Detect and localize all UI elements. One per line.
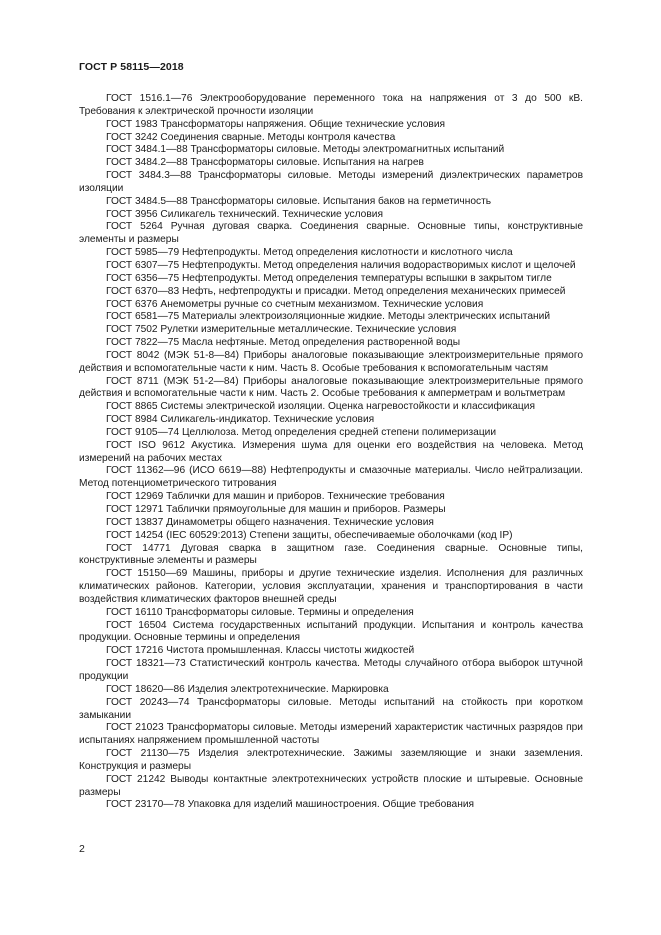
reference-item: ГОСТ 7822—75 Масла нефтяные. Метод определения растворенной воды bbox=[106, 337, 461, 349]
reference-item: ГОСТ 23170—78 Упаковка для изделий машиностроения. Общие требования bbox=[106, 799, 475, 811]
reference-item: ГОСТ 15150—69 Машины, приборы и другие технические изделия. Исполнения для различных климатических районов. Категории, условия эксплуатации, хранения и транспортирования в части воздействия климатических факторов внешней среды bbox=[79, 568, 583, 605]
reference-item: ГОСТ 1516.1—76 Электрооборудование переменного тока на напряжения от 3 до 500 кВ. Требования к электрической прочности изоляции bbox=[79, 93, 583, 117]
reference-item: ГОСТ 11362—96 (ИСО 6619—88) Нефтепродукты и смазочные материалы. Число нейтрализации. Метод потенциометрического титрования bbox=[79, 465, 583, 490]
reference-item: ГОСТ 6356—75 Нефтепродукты. Метод определения температуры вспышки в закрытом тигле bbox=[106, 272, 552, 284]
reference-item: ГОСТ 3484.1—88 Трансформаторы силовые. Методы электромагнитных испытаний bbox=[106, 144, 505, 156]
reference-item: ГОСТ 3956 Силикагель технический. Технические условия bbox=[106, 208, 383, 220]
reference-item: ГОСТ 12971 Таблички прямоугольные для машин и приборов. Размеры bbox=[106, 504, 446, 515]
reference-item: ГОСТ 3484.2—88 Трансформаторы силовые. Испытания на нагрев bbox=[106, 157, 424, 169]
reference-item: ГОСТ 9105—74 Целлюлоза. Метод определения средней степени полимеризации bbox=[106, 426, 497, 438]
reference-item: ГОСТ 6307—75 Нефтепродукты. Метод определения наличия водорастворимых кислот и щелочей bbox=[106, 259, 576, 271]
reference-item: ГОСТ 16504 Система государственных испытаний продукции. Испытания и контроль качества продукции. Основные термины и определения bbox=[79, 619, 583, 644]
reference-item: ГОСТ 1983 Трансформаторы напряжения. Общие технические условия bbox=[106, 118, 446, 130]
reference-item: ГОСТ 21242 Выводы контактные электротехнических устройств плоские и штыревые. Основные размеры bbox=[79, 773, 583, 798]
reference-item: ГОСТ 6376 Анемометры ручные со счетным механизмом. Технические условия bbox=[106, 298, 484, 310]
reference-item: ГОСТ 5264 Ручная дуговая сварка. Соединения сварные. Основные типы, конструктивные элементы и размеры bbox=[79, 221, 583, 246]
reference-item: ГОСТ 3484.5—88 Трансформаторы силовые. Испытания баков на герметичность bbox=[106, 195, 492, 207]
reference-item: ГОСТ 6370—83 Нефть, нефтепродукты и присадки. Метод определения механических примесей bbox=[106, 285, 566, 297]
reference-item: ГОСТ 7502 Рулетки измерительные металлические. Технические условия bbox=[106, 324, 457, 336]
reference-item: ГОСТ 8711 (МЭК 51-2—84) Приборы аналоговые показывающие электроизмерительные прямого действия и вспомогательные части к ним. Часть 2. Особые требования к амперметрам и вольтметрам bbox=[79, 375, 583, 400]
reference-item: ГОСТ 3484.3—88 Трансформаторы силовые. Методы измерений диэлектрических параметров изоляции bbox=[79, 170, 583, 194]
reference-item: ГОСТ 16110 Трансформаторы силовые. Термины и определения bbox=[106, 606, 414, 618]
reference-item: ГОСТ 14771 Дуговая сварка в защитном газе. Соединения сварные. Основные типы, конструктивные элементы и размеры bbox=[79, 542, 583, 567]
reference-item: ГОСТ 18321—73 Статистический контроль качества. Методы случайного отбора выборок штучной продукции bbox=[79, 658, 583, 682]
reference-item: ГОСТ ISO 9612 Акустика. Измерения шума для оценки его воздействия на человека. Метод измерений на рабочих местах bbox=[79, 439, 583, 464]
reference-item: ГОСТ 6581—75 Материалы электроизоляционные жидкие. Методы электрических испытаний bbox=[106, 311, 551, 323]
document-code-header: ГОСТ Р 58115—2018 bbox=[79, 61, 184, 73]
reference-item: ГОСТ 5985—79 Нефтепродукты. Метод определения кислотности и кислотного числа bbox=[106, 247, 513, 259]
reference-item: ГОСТ 20243—74 Трансформаторы силовые. Методы испытаний на стойкость при коротком замыкании bbox=[79, 696, 583, 721]
normative-references-list bbox=[79, 93, 583, 812]
reference-item: ГОСТ 13837 Динамометры общего назначения. Технические условия bbox=[106, 516, 434, 528]
page-number: 2 bbox=[79, 843, 85, 855]
reference-item: ГОСТ 21023 Трансформаторы силовые. Методы измерений характеристик частичных разрядов при испытаниях напряжением промышленной частоты bbox=[79, 722, 583, 747]
reference-item: ГОСТ 12969 Таблички для машин и приборов. Технические требования bbox=[106, 491, 445, 503]
reference-item: ГОСТ 8042 (МЭК 51-8—84) Приборы аналоговые показывающие электроизмерительные прямого действия и вспомогательные части к ним. Часть 8. Особые требования к вспомогательным частям bbox=[79, 349, 583, 374]
reference-item: ГОСТ 3242 Соединения сварные. Методы контроля качества bbox=[106, 131, 396, 143]
reference-item: ГОСТ 8984 Силикагель-индикатор. Технические условия bbox=[106, 414, 375, 426]
reference-item: ГОСТ 8865 Системы электрической изоляции. Оценка нагревостойкости и классификация bbox=[106, 401, 535, 413]
reference-item: ГОСТ 21130—75 Изделия электротехнические. Зажимы заземляющие и знаки заземления. Конструкция и размеры bbox=[79, 748, 583, 772]
reference-item: ГОСТ 18620—86 Изделия электротехнические. Маркировка bbox=[106, 683, 389, 695]
reference-item: ГОСТ 17216 Чистота промышленная. Классы чистоты жидкостей bbox=[106, 645, 415, 657]
reference-item: ГОСТ 14254 (IEC 60529:2013) Степени защиты, обеспечиваемые оболочками (код IP) bbox=[106, 529, 513, 541]
